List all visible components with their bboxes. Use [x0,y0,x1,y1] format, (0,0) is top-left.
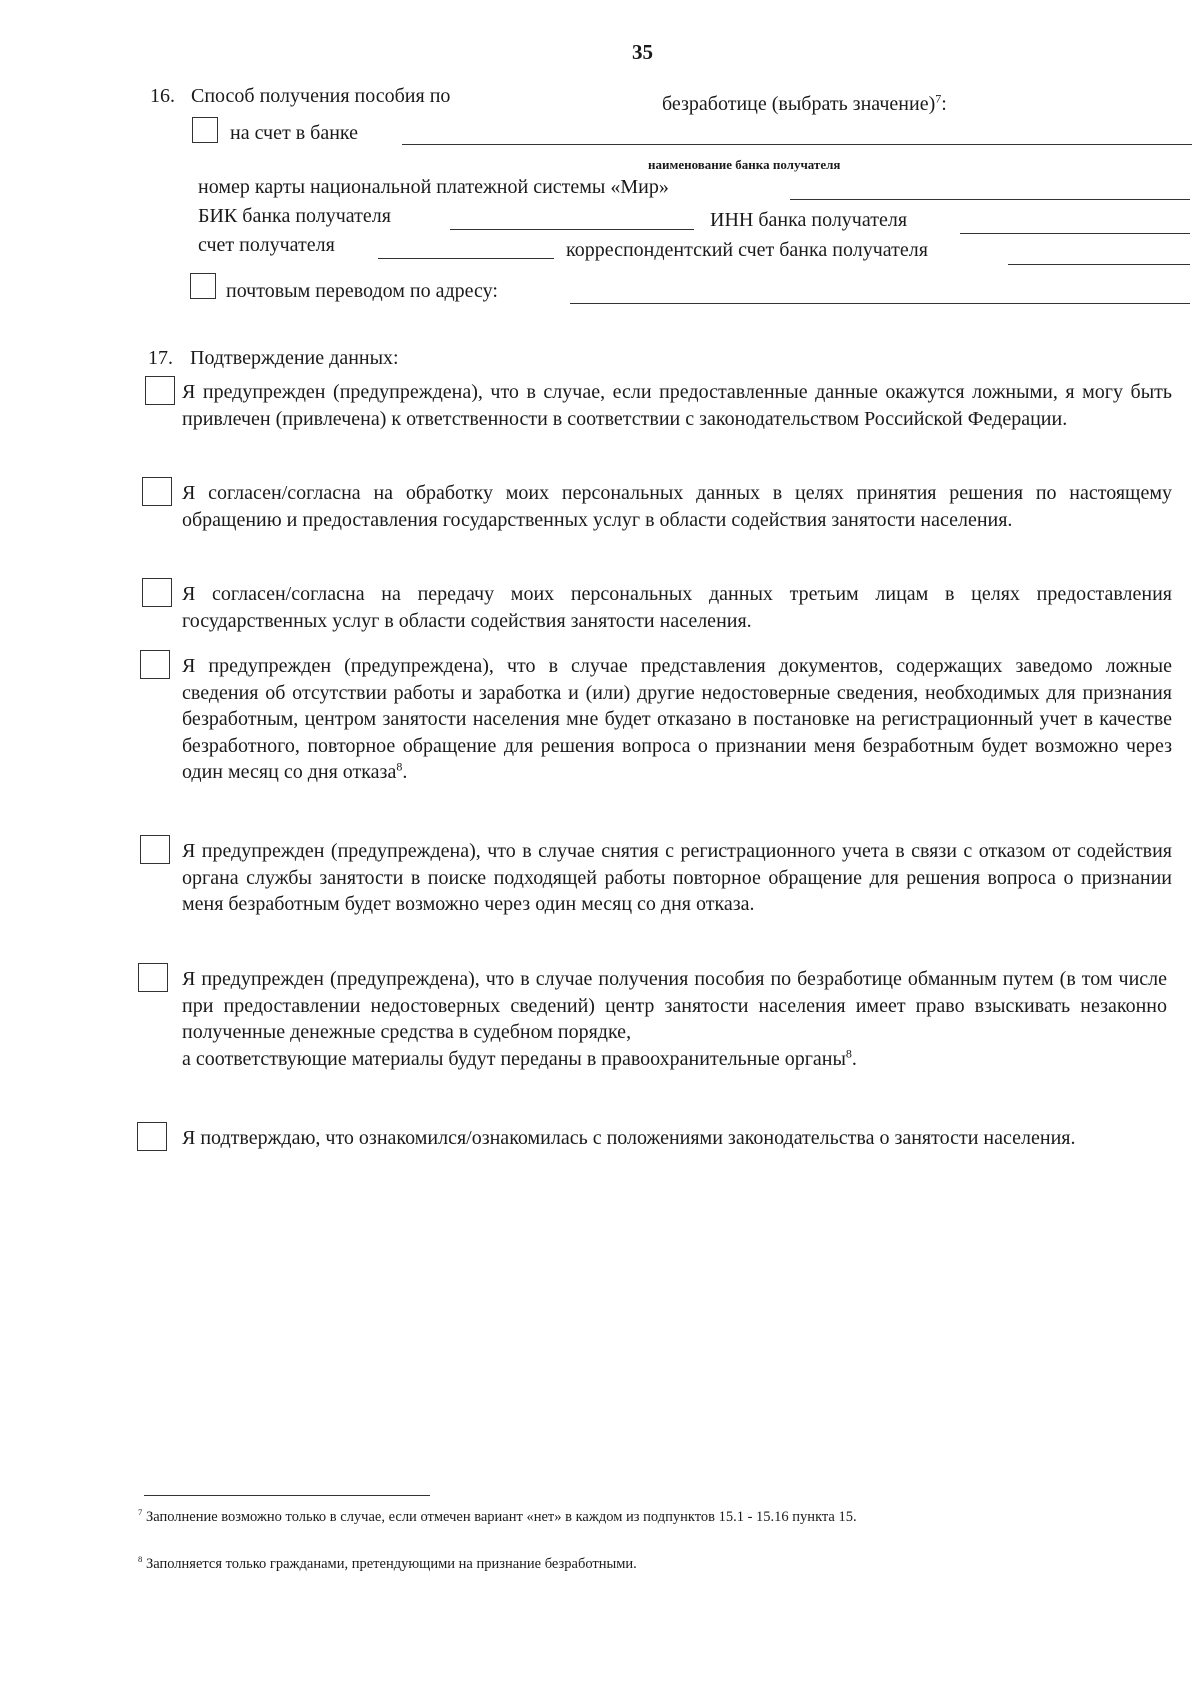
bank-name-field[interactable] [402,144,1192,145]
fraud-recovery-paragraph: Я предупрежден (предупреждена), что в случае получения пособия по безработице обманным путем (в том числе при предоставлении недостоверных сведений) центр занятости населения имеет право взыскивать незаконно полученные денежные средства в судебном порядке, [182,968,1167,1043]
consent-processing-text [182,480,1172,533]
fraud-recovery-checkbox[interactable] [138,963,168,992]
footnote-ref-8: 8 [396,759,403,774]
postal-transfer-label: почтовым переводом по адресу: [226,280,498,302]
card-number-field[interactable] [790,199,1190,200]
section16-title-colon: : [941,93,947,115]
bank-account-label: на счет в банке [230,122,359,144]
recipient-account-label: счет получателя [198,234,335,256]
bank-account-checkbox[interactable] [192,117,218,143]
fraud-recovery-tail: . [851,1047,857,1070]
corr-account-label: корреспондентский счет банка получателя [566,239,928,261]
consent-transfer-checkbox[interactable] [142,578,172,607]
confirm-liability-checkbox[interactable] [145,376,175,405]
fraud-recovery-paragraph-2: а соответствующие материалы будут переданы в правоохранительные органы [182,1047,846,1070]
deregistration-paragraph: Я предупрежден (предупреждена), что в случае снятия с регистрационного учета в связи с отказом от содействия органа службы занятости в поиске подходящей работы повторное обращение для решения вопроса о признании меня безработным будет возможно через один месяц со дня отказа. [182,840,1172,915]
footnote-8 [138,1555,1138,1574]
section17-title: Подтверждение данных: [190,347,399,369]
bank-name-caption: наименование банка получателя [648,157,841,172]
false-documents-paragraph: Я предупрежден (предупреждена), что в случае представления документов, содержащих заведомо ложные сведения об отсутствии работы и заработка и (или) другие недостоверные сведения, необходимых для признания безработным, центром занятости населения мне будет отказано в постановке на регистрационный учет в качестве безработного, повторное обращение для решения вопроса о признании меня безработным будет возможно через один месяц со дня отказа [182,655,1172,783]
law-acknowledgement-text [182,1125,1172,1152]
false-documents-tail: . [402,761,408,783]
inn-label: ИНН банка получателя [710,209,908,231]
section16-title-right [662,92,947,116]
false-documents-text [182,653,1172,786]
consent-processing-checkbox[interactable] [142,477,172,506]
law-acknowledgement-checkbox[interactable] [137,1122,167,1151]
confirm-liability-text [182,379,1172,432]
footnote-separator [144,1495,430,1496]
section16-title-left: Способ получения пособия по [191,85,451,107]
section16-number: 16. [150,85,175,107]
postal-address-field[interactable] [570,303,1190,304]
page-number: 35 [632,40,653,64]
inn-field[interactable] [960,233,1190,234]
footnote-7 [138,1508,1138,1527]
bik-field[interactable] [450,229,694,230]
deregistration-checkbox[interactable] [140,835,170,864]
footnote-7-mark: 7 [138,1507,143,1518]
corr-account-field[interactable] [1008,264,1190,265]
recipient-account-field[interactable] [378,258,554,259]
fraud-recovery-text [182,966,1167,1072]
consent-transfer-paragraph: Я согласен/согласна на передачу моих персональных данных третьим лицам в целях предоставления государственных услуг в области содействия занятости населения. [182,583,1172,632]
footnote-ref-8b: 8 [845,1045,852,1060]
consent-processing-paragraph: Я согласен/согласна на обработку моих персональных данных в целях принятия решения по настоящему обращению и предоставления государственных услуг в области содействия занятости населения. [182,482,1172,531]
false-documents-checkbox[interactable] [140,650,170,679]
footnote-7-text: Заполнение возможно только в случае, если отмечен вариант «нет» в каждом из подпунктов 15.1 - 15.16 пункта 15. [145,1509,857,1525]
law-acknowledgement-paragraph: Я подтверждаю, что ознакомился/ознакомилась с положениями законодательства о занятости населения. [182,1127,1076,1149]
section16-title-right-text: безработице (выбрать значение) [662,93,936,115]
consent-transfer-text [182,581,1172,634]
footnote-8-text: Заполняется только гражданами, претендующими на признание безработными. [145,1556,637,1572]
confirm-liability-paragraph: Я предупрежден (предупреждена), что в случае, если предоставленные данные окажутся ложными, я могу быть привлечен (привлечена) к ответственности в соответствии с законодательством Российской Федерации. [182,381,1172,430]
footnote-ref-7: 7 [935,91,942,106]
bik-label: БИК банка получателя [198,205,391,227]
card-number-label: номер карты национальной платежной системы «Мир» [198,176,669,198]
section17-number: 17. [148,347,173,369]
deregistration-text [182,838,1172,918]
postal-transfer-checkbox[interactable] [190,273,216,299]
footnote-8-mark: 8 [138,1554,143,1565]
